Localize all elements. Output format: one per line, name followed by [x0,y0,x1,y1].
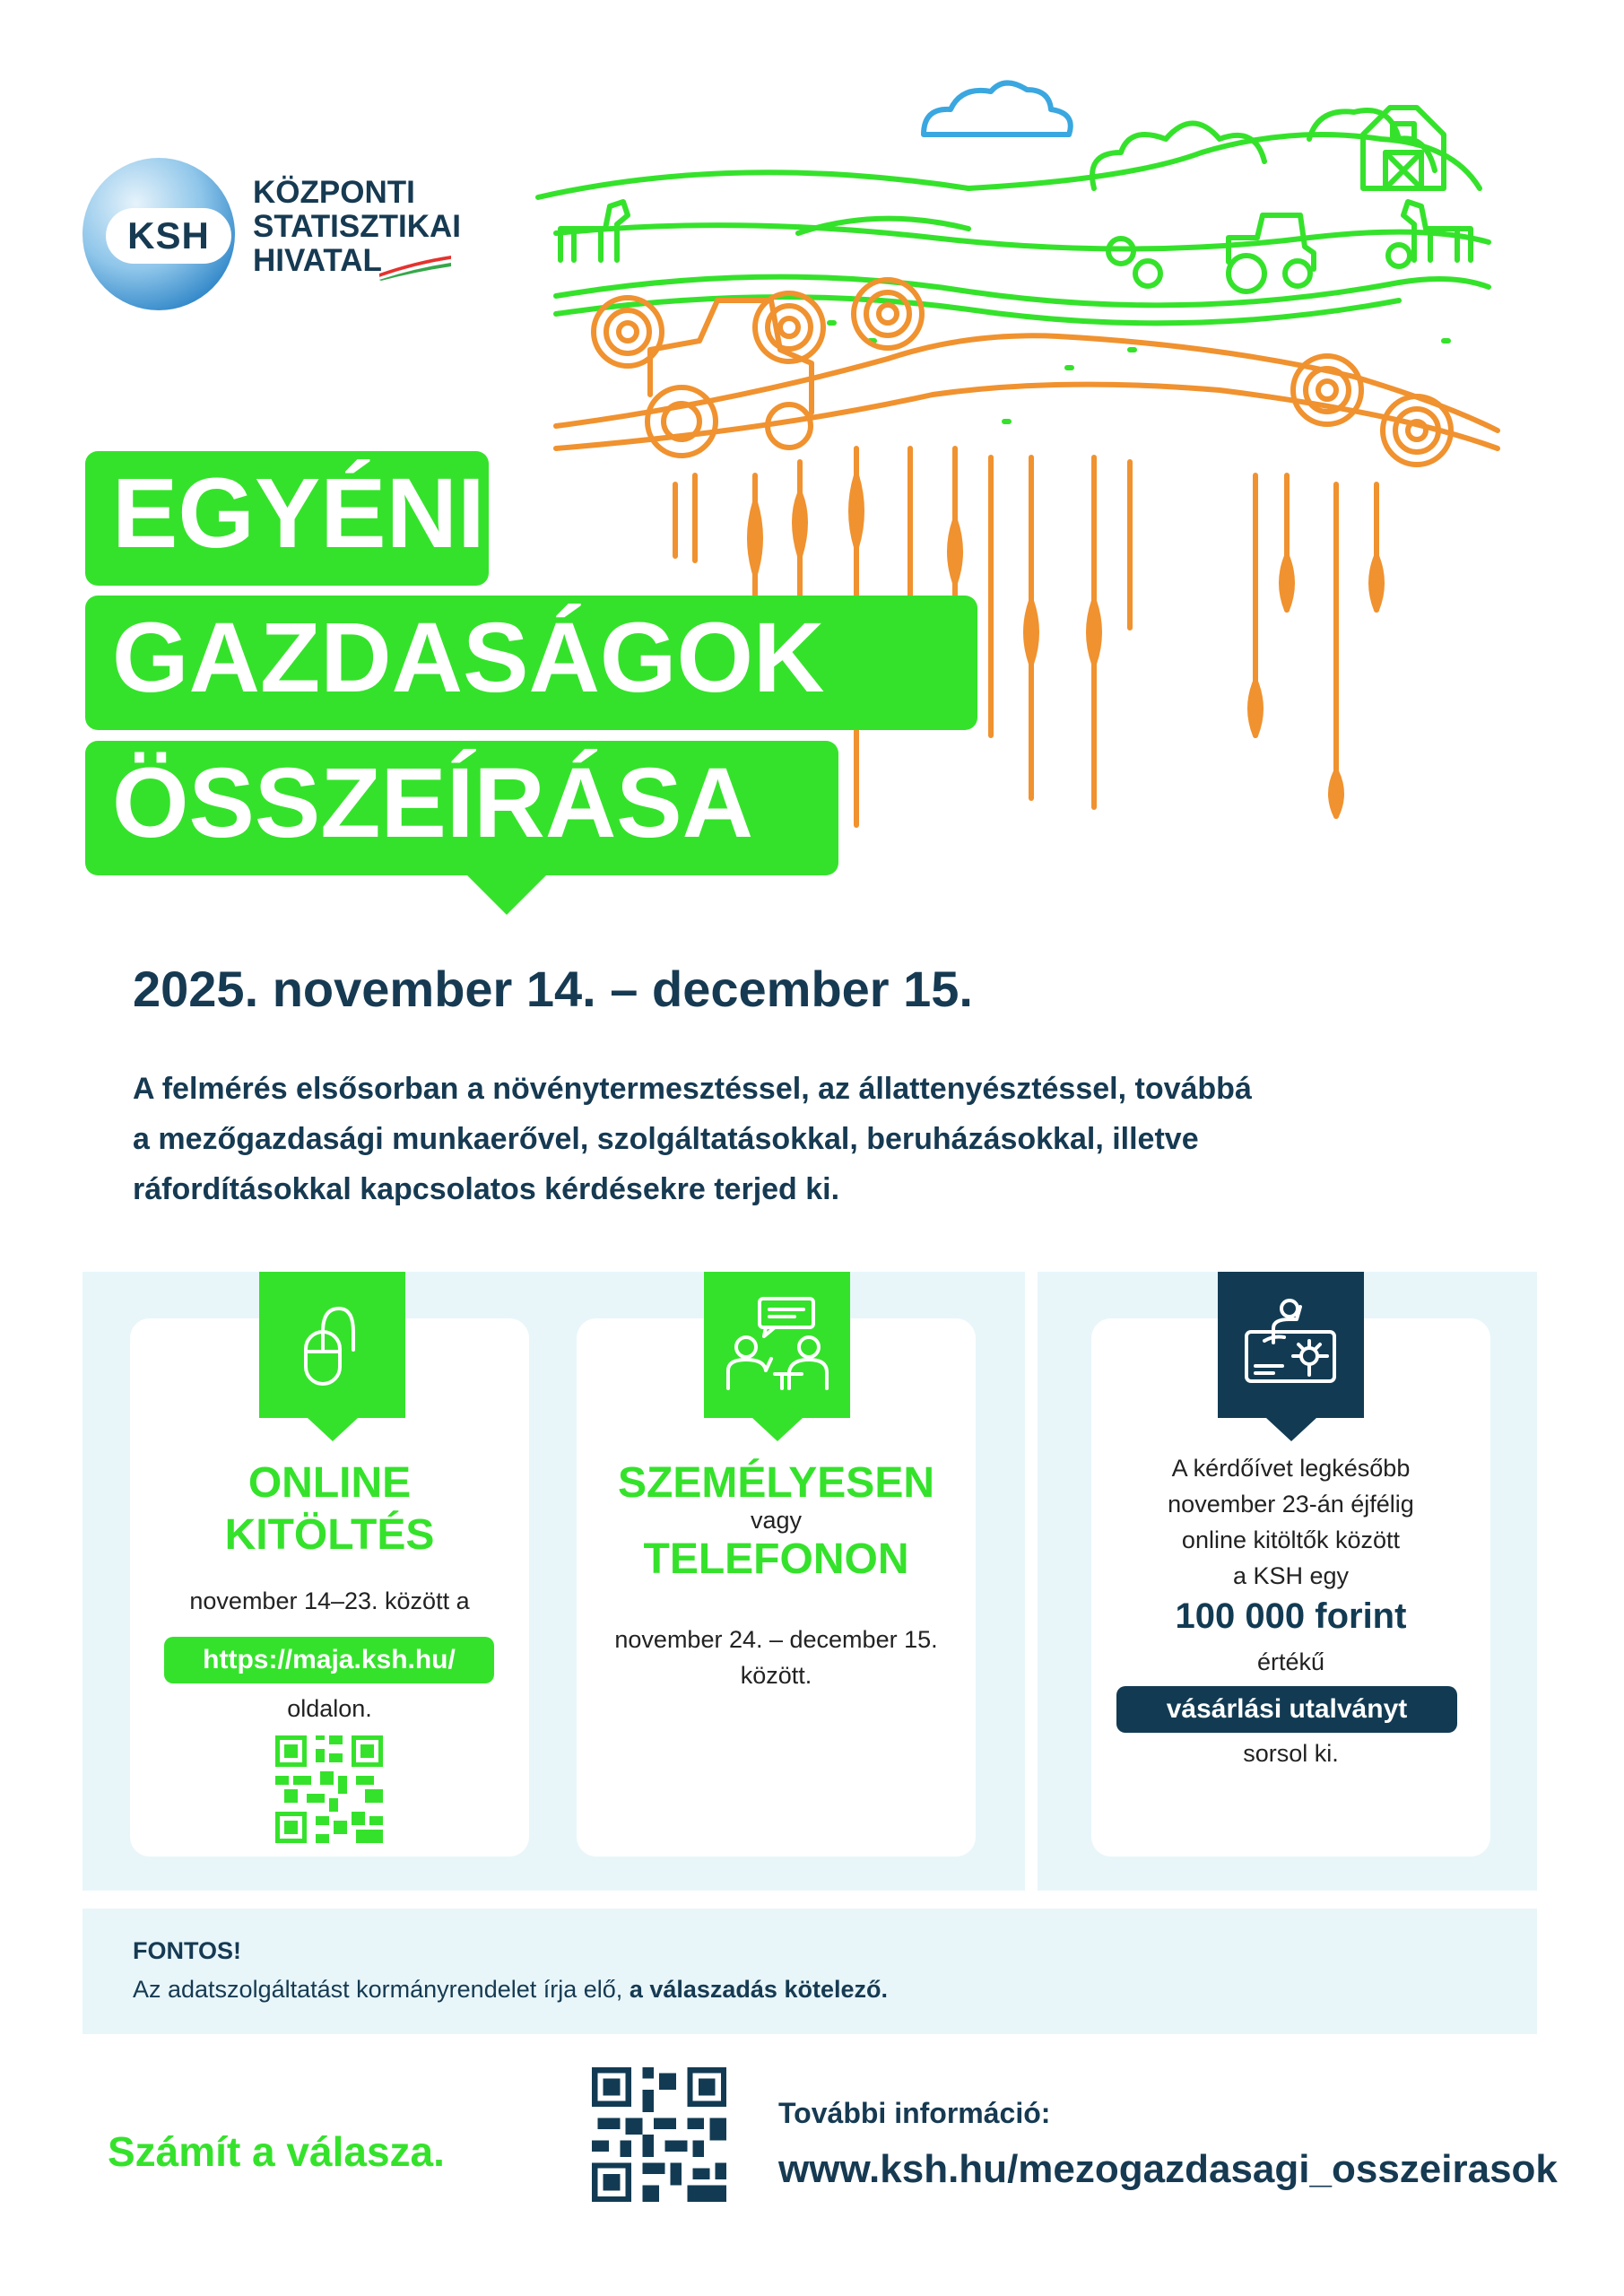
online-survey-link[interactable]: https://maja.ksh.hu/ [164,1637,494,1683]
ksh-logo-badge-text: KSH [127,214,210,257]
logo-line-3: HIVATAL [253,243,382,278]
gift-voucher-icon [1238,1296,1345,1395]
personal-icon-tag [704,1272,850,1418]
farm-landscape-illustration [502,54,1578,861]
voucher-badge: vásárlási utalványt [1116,1686,1457,1733]
description-line: ráfordításokkal kapcsolatos kérdésekre terjed ki. [133,1172,840,1206]
prize-line-1: A kérdőívet legkésőbb [1171,1455,1411,1482]
info-qr-code-icon [592,2067,726,2202]
prize-tag-pointer [1266,1418,1316,1441]
important-notice-text [133,1976,888,2004]
logo-line-2: STATISZTIKAI [253,209,462,244]
phone-title: TELEFONON [643,1535,909,1583]
online-title [130,1457,529,1561]
hungarian-flag-swoosh-icon [379,254,451,281]
online-period-text: november 14–23. között a [189,1587,470,1614]
cloud-icon [924,83,1071,135]
online-tag-pointer [308,1418,358,1441]
survey-date-range: 2025. november 14. – december 15. [133,961,973,1017]
online-title-line-2: KITÖLTÉS [224,1511,435,1559]
title-line-1: EGYÉNI [85,451,489,586]
important-notice-body: Az adatszolgáltatást kormányrendelet írja elő, [133,1976,623,2003]
online-title-line-1: ONLINE [248,1459,412,1507]
more-info-label: További információ: [778,2097,1051,2129]
prize-value-word: értékű [1256,1648,1325,1675]
important-notice-emphasis: a válaszadás kötelező. [629,1976,888,2003]
personal-or-text: vagy [750,1507,803,1534]
prize-end-text: sorsol ki. [1243,1740,1339,1767]
slogan: Számít a válasza. [108,2128,445,2175]
survey-description [133,1064,1406,1214]
personal-tag-pointer [752,1418,803,1441]
title-line-3: ÖSSZEÍRÁSA [85,741,838,875]
prize-icon-tag [1218,1272,1364,1418]
computer-mouse-icon [283,1296,382,1395]
title-line-2: GAZDASÁGOK [85,596,977,730]
online-qr-code-icon [275,1735,383,1843]
interview-people-icon [719,1292,836,1399]
personal-period-text: november 24. – december 15. [614,1626,938,1653]
prize-line-4: a KSH egy [1232,1562,1350,1589]
online-icon-tag [259,1272,405,1418]
important-notice-panel [83,1909,1537,2034]
more-info-link[interactable]: www.ksh.hu/mezogazdasagi_osszeirasok [778,2147,1558,2191]
logo-line-1: KÖZPONTI [253,175,415,210]
prize-amount: 100 000 forint [1175,1596,1407,1636]
prize-line-3: online kitöltők között [1181,1526,1401,1553]
important-notice-heading: FONTOS! [133,1937,241,1964]
personal-title: SZEMÉLYESEN [618,1459,934,1507]
prize-line-2: november 23-án éjfélig [1168,1491,1414,1518]
title-pointer [466,874,547,915]
description-line: a mezőgazdasági munkaerővel, szolgáltatásokkal, beruházásokkal, illetve [133,1122,1199,1156]
description-line: A felmérés elsősorban a növénytermesztéssel, az állattenyésztéssel, továbbá [133,1072,1252,1106]
personal-period-text-end: között. [740,1662,812,1689]
online-page-text: oldalon. [287,1695,372,1722]
ksh-logo-badge [106,208,231,264]
